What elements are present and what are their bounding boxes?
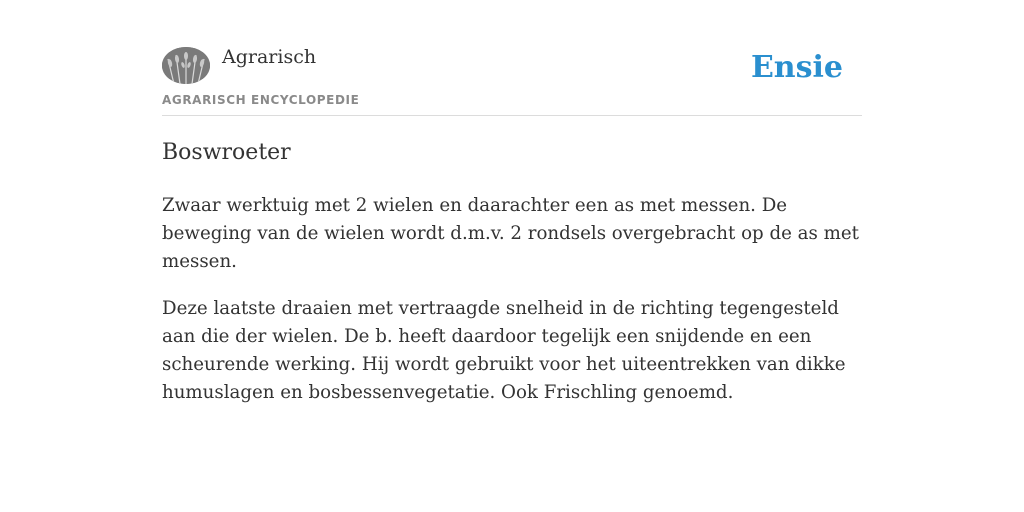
article-title: Boswroeter	[162, 140, 291, 165]
header	[162, 0, 862, 116]
article-paragraph: Zwaar werktuig met 2 wielen en daarachter een as met messen. De beweging van de wielen wordt d.m.v. 2 rondsels overgebracht op de as met messen.	[162, 195, 859, 272]
wheat-icon[interactable]	[162, 47, 210, 84]
article-paragraph: Deze laatste draaien met vertraagde snelheid in de richting tegengesteld aan die der wielen. De b. heeft daardoor tegelijk een snijdende en een scheurende werking. Hij wordt gebruikt voor het uiteentrekken van dikke humuslagen en bosbessenvegetatie. Ook Frischling genoemd.	[162, 298, 846, 403]
source-name[interactable]: Agrarisch	[222, 46, 317, 68]
article-body	[162, 192, 862, 426]
page-container	[162, 0, 862, 403]
ensie-logo-link[interactable]: Ensie	[750, 50, 843, 85]
source-subtitle: AGRARISCH ENCYCLOPEDIE	[162, 93, 360, 107]
